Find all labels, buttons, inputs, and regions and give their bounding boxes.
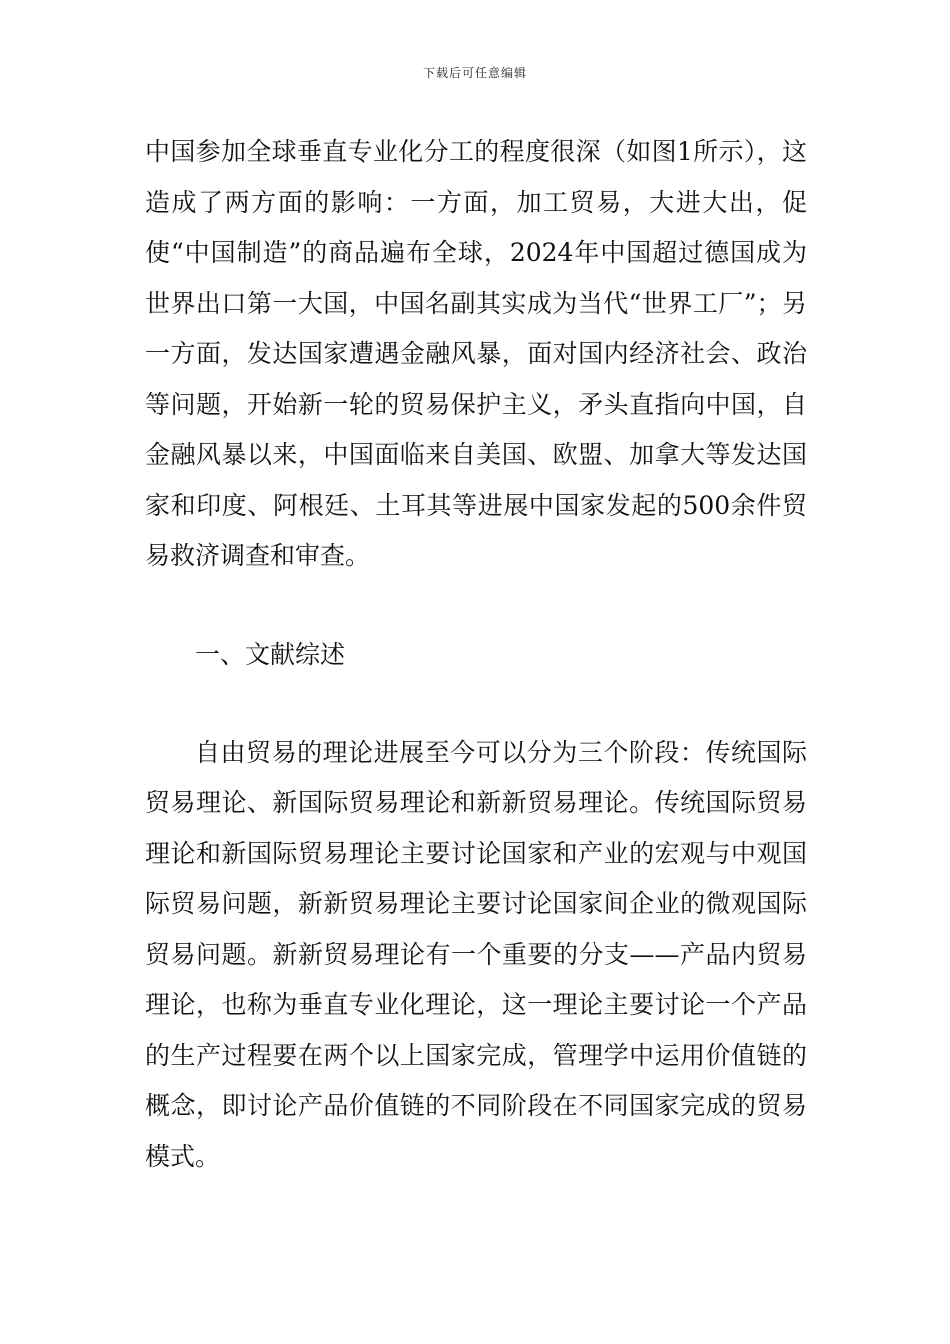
paragraph-intro: 中国参加全球垂直专业化分工的程度很深（如图1所示），这造成了两方面的影响：一方面，加工贸易，大进大出，促使“中国制造”的商品遍布全球，2024年中国超过德国成为世界出口第一大国，中国名副其实成为当代“世界工厂”；另一方面，发达国家遭遇金融风暴，面对国内经济社会、政治等问题，开始新一轮的贸易保护主义，矛头直指向中国，自金融风暴以来，中国面临来自美国、欧盟、加拿大等发达国家和印度、阿根廷、土耳其等进展中国家发起的500余件贸易救济调查和审查。 [145, 137, 807, 570]
paragraph-literature-review: 自由贸易的理论进展至今可以分为三个阶段：传统国际贸易理论、新国际贸易理论和新新贸易理论。传统国际贸易理论和新国际贸易理论主要讨论国家和产业的宏观与中观国际贸易问题，新新贸易理论主要讨论国家间企业的微观国际贸易问题。新新贸易理论有一个重要的分支——产品内贸易理论，也称为垂直专业化理论，这一理论主要讨论一个产品的生产过程要在两个以上国家完成，管理学中运用价值链的概念，即讨论产品价值链的不同阶段在不同国家完成的贸易模式。 [145, 737, 807, 1171]
section-heading: 一、文献综述 [195, 639, 346, 669]
document-body [145, 127, 807, 1182]
spacer [145, 582, 807, 630]
spacer [145, 680, 807, 728]
page-header: 下载后可任意编辑 [422, 66, 527, 80]
